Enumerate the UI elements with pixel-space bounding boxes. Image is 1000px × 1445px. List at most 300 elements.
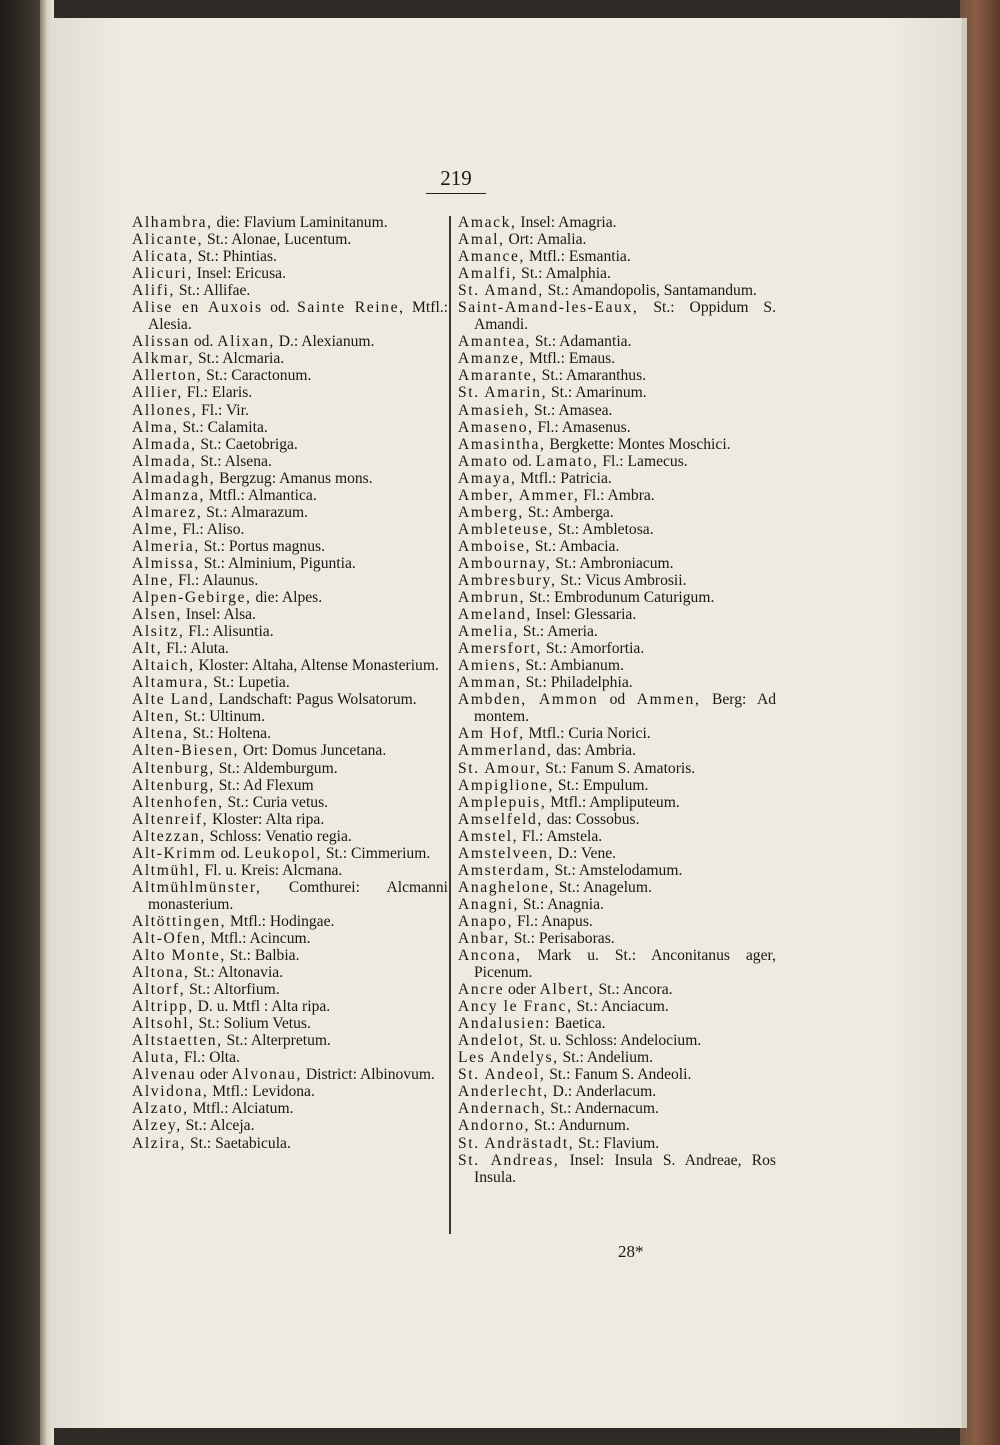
entry-definition: Kloster: Altaha, Altense Monasterium. — [194, 657, 439, 675]
index-entry — [458, 760, 776, 777]
entry-headword: Amasieh, — [458, 401, 531, 419]
entry-headword: Allerton, — [132, 367, 203, 385]
entry-headword: Amelia, — [458, 623, 519, 641]
entry-headword: Alicante, — [132, 231, 204, 249]
book-page — [50, 18, 962, 1428]
entry-definition: St.: Altorfium. — [185, 981, 280, 999]
entry-headword: Almada, — [132, 452, 197, 470]
entry-headword: Alzato, — [132, 1100, 189, 1118]
index-entry — [132, 862, 448, 879]
entry-headword: Ambrun, — [458, 589, 526, 607]
index-entry — [458, 623, 776, 640]
entry-definition: St.: Andurnum. — [530, 1117, 630, 1135]
entry-headword: Andalusien: — [458, 1015, 551, 1033]
entry-headword: Amaseno, — [458, 418, 534, 436]
index-entry — [458, 504, 776, 521]
index-entry — [132, 640, 448, 657]
entry-definition: St.: Allifae. — [174, 282, 251, 300]
index-entry — [132, 657, 448, 674]
entry-headword: Almissa, — [132, 554, 200, 572]
entry-headword: Les Andelys, — [458, 1049, 559, 1067]
entry-headword: Amasintha, — [458, 435, 546, 453]
index-entry — [132, 845, 448, 862]
entry-definition: Mtfl.: Ampliputeum. — [546, 793, 680, 811]
entry-headword: St. Amarin, — [458, 384, 548, 402]
entry-definition: Mtfl.: Patricia. — [516, 469, 612, 487]
index-entry — [458, 896, 776, 913]
entry-definition: St.: Amberga. — [523, 503, 614, 521]
entry-definition: St.: Ambroniacum. — [551, 554, 674, 572]
entry-headword: Alpen-Gebirge, — [132, 589, 252, 607]
entry-definition: Insel: Ericusa. — [192, 265, 286, 283]
entry-definition: District: Albinovum. — [301, 1066, 435, 1084]
entry-definition: Ort: Domus Juncetana. — [238, 742, 387, 760]
entry-headword: Alt-Krimm — [132, 844, 217, 862]
index-entry — [132, 777, 448, 794]
right-column — [458, 214, 776, 1186]
entry-headword: Alzey, — [132, 1117, 182, 1135]
entry-definition: St.: Ambletosa. — [553, 520, 654, 538]
entry-definition: Kloster: Alta ripa. — [208, 810, 325, 828]
entry-definition: Fl.: Olta. — [180, 1049, 240, 1067]
index-entry — [458, 981, 776, 998]
index-entry — [132, 913, 448, 930]
entry-definition: Mtfl.: Hodingae. — [226, 912, 335, 930]
entry-headword: Alifi, — [132, 282, 175, 300]
entry-headword: Ammerland, — [458, 742, 553, 760]
entry-definition: St.: Alcmaria. — [194, 350, 285, 368]
entry-definition: St.: Fanum S. Andeoli. — [545, 1066, 692, 1084]
entry-definition: die: Alpes. — [251, 589, 323, 607]
index-entry — [458, 1049, 776, 1066]
entry-definition: St.: Flavium. — [574, 1134, 660, 1152]
entry-headword: Anderlecht, — [458, 1083, 549, 1101]
index-entry — [458, 640, 776, 657]
index-entry — [132, 981, 448, 998]
entry-headword: Sainte Reine, — [297, 299, 405, 317]
entry-headword: Altenburg, — [132, 776, 215, 794]
entry-headword: Amsterdam, — [458, 861, 551, 879]
entry-headword: Amberg, — [458, 503, 524, 521]
entry-definition: St.: Alterpretum. — [222, 1032, 331, 1050]
index-entry — [458, 691, 776, 725]
index-entry — [132, 623, 448, 640]
entry-headword: Anapo, — [458, 912, 514, 930]
entry-definition: oder — [504, 981, 540, 999]
entry-headword: Almarez, — [132, 503, 203, 521]
index-entry — [458, 419, 776, 436]
entry-headword: Alissan — [132, 333, 190, 351]
entry-definition: St.: Saetabicula. — [186, 1134, 291, 1152]
index-entry — [132, 964, 448, 981]
index-entry — [132, 708, 448, 725]
entry-definition: Baetica. — [550, 1015, 606, 1033]
entry-definition: Mark u. St.: Anconitanus ager, Picenum. — [474, 947, 776, 982]
entry-definition: St.: Embrodunum Caturigum. — [525, 589, 715, 607]
entry-definition: St.: Phintias. — [193, 248, 277, 266]
entry-definition: Ort: Amalia. — [504, 231, 587, 249]
entry-definition: St.: Ad Flexum — [214, 776, 314, 794]
entry-definition: Fl.: Alaunus. — [174, 571, 259, 589]
entry-definition: od. — [216, 844, 244, 862]
index-entry — [132, 214, 448, 231]
entry-headword: Anbar, — [458, 929, 510, 947]
entry-headword: Amance, — [458, 248, 526, 266]
entry-definition: St.: Ambianum. — [521, 657, 624, 675]
entry-definition: od — [598, 691, 637, 709]
entry-headword: Alt, — [132, 640, 163, 658]
index-entry — [458, 333, 776, 350]
entry-headword: Alsitz, — [132, 623, 185, 641]
entry-headword: Alma, — [132, 418, 179, 436]
index-entry — [458, 367, 776, 384]
column-divider — [449, 216, 451, 1234]
entry-definition: St.: Solium Vetus. — [194, 1015, 311, 1033]
index-entry — [458, 794, 776, 811]
index-entry — [458, 657, 776, 674]
entry-headword: Alicuri, — [132, 265, 193, 283]
entry-headword: Alvenau — [132, 1066, 197, 1084]
entry-headword: Alsen, — [132, 606, 182, 624]
entry-headword: Almadagh, — [132, 469, 216, 487]
entry-definition: Schloss: Venatio regia. — [205, 827, 352, 845]
index-entry — [458, 811, 776, 828]
entry-definition: St.: Lupetia. — [209, 674, 290, 692]
index-entry — [132, 1100, 448, 1117]
index-entry — [132, 487, 448, 504]
entry-definition: St.: Anciacum. — [572, 998, 669, 1016]
index-entry — [458, 402, 776, 419]
index-entry — [458, 384, 776, 401]
entry-definition: St.: Caractonum. — [202, 367, 312, 385]
index-entry — [458, 248, 776, 265]
entry-definition: Fl.: Aliso. — [178, 520, 245, 538]
entry-definition: St.: Empulum. — [554, 776, 649, 794]
entry-headword: Almada, — [132, 435, 197, 453]
index-entry — [132, 606, 448, 623]
index-entry — [132, 231, 448, 248]
index-entry — [458, 930, 776, 947]
entry-headword: Saint-Amand-les-Eaux, — [458, 299, 639, 317]
entry-definition: Comthurei: Alcmanni monasterium. — [148, 878, 448, 913]
index-entry — [132, 470, 448, 487]
entry-definition: St.: Amasea. — [530, 401, 613, 419]
entry-headword: Amalfi, — [458, 265, 518, 283]
entry-headword: Ambournay, — [458, 554, 552, 572]
entry-definition: das: Cossobus. — [542, 810, 640, 828]
index-entry — [458, 350, 776, 367]
entry-headword: Amselfeld, — [458, 810, 543, 828]
index-entry — [458, 1083, 776, 1100]
index-entry — [458, 299, 776, 333]
index-entry — [132, 282, 448, 299]
entry-headword: Altenreif, — [132, 810, 209, 828]
entry-headword: Altripp, — [132, 998, 194, 1016]
entry-headword: Ancy le Franc, — [458, 998, 573, 1016]
entry-headword: Alvonau, — [231, 1066, 302, 1084]
entry-definition: D. u. Mtfl : Alta ripa. — [193, 998, 331, 1016]
entry-definition: St.: Calamita. — [178, 418, 268, 436]
entry-definition: St.: Adamantia. — [530, 333, 632, 351]
entry-definition: Fl.: Ambra. — [579, 486, 655, 504]
index-entry — [132, 1066, 448, 1083]
entry-headword: Leukopol, — [243, 844, 322, 862]
entry-definition: D.: Anderlacum. — [548, 1083, 657, 1101]
index-entry — [458, 214, 776, 231]
entry-headword: Amstelveen, — [458, 844, 554, 862]
entry-headword: Andelot, — [458, 1032, 525, 1050]
index-entry — [132, 419, 448, 436]
entry-definition: od. — [508, 452, 536, 470]
index-entry — [132, 828, 448, 845]
index-entry — [458, 555, 776, 572]
entry-definition: St.: Portus magnus. — [199, 537, 325, 555]
entry-definition: St.: Anagnia. — [519, 895, 604, 913]
entry-definition: Fl.: Aluta. — [162, 640, 229, 658]
entry-headword: Alzira, — [132, 1134, 187, 1152]
entry-definition: Insel: Glessaria. — [531, 606, 637, 624]
index-entry — [132, 998, 448, 1015]
entry-definition: St.: Philadelphia. — [521, 674, 633, 692]
entry-definition: St.: Amorfortia. — [542, 640, 645, 658]
entry-definition: St.: Oppidum S. Amandi. — [474, 299, 776, 334]
entry-headword: Ambresbury, — [458, 571, 557, 589]
entry-definition: die: Flavium Laminitanum. — [212, 214, 388, 231]
entry-headword: Am Hof, — [458, 725, 525, 743]
entry-headword: Amarante, — [458, 367, 538, 385]
index-entry — [132, 930, 448, 947]
index-entry — [458, 777, 776, 794]
entry-headword: Alise en Auxois — [132, 299, 263, 317]
entry-headword: Altenhofen, — [132, 793, 224, 811]
entry-headword: Ampiglione, — [458, 776, 554, 794]
index-entry — [132, 299, 448, 333]
entry-headword: Altstaetten, — [132, 1032, 223, 1050]
entry-headword: Altamura, — [132, 674, 210, 692]
entry-definition: St.: Caetobriga. — [196, 435, 298, 453]
entry-headword: Alto Monte, — [132, 947, 226, 965]
index-entry — [132, 674, 448, 691]
entry-headword: Altöttingen, — [132, 912, 227, 930]
index-entry — [132, 760, 448, 777]
entry-headword: Amiens, — [458, 657, 522, 675]
entry-headword: Andorno, — [458, 1117, 531, 1135]
entry-definition: Mtfl.: Almantica. — [204, 486, 317, 504]
entry-definition: St.: Holtena. — [188, 725, 271, 743]
index-entry — [458, 282, 776, 299]
entry-definition: St.: Amandopolis, Santamandum. — [543, 282, 757, 300]
index-entry — [132, 538, 448, 555]
index-entry — [458, 913, 776, 930]
index-entry — [132, 521, 448, 538]
entry-definition: D.: Alexianum. — [274, 333, 375, 351]
entry-definition: Fl.: Amasenus. — [533, 418, 631, 436]
entry-definition: St.: Alonae, Lucentum. — [203, 231, 352, 249]
index-entry — [132, 265, 448, 282]
entry-definition: St.: Alminium, Piguntia. — [199, 554, 356, 572]
entry-definition: Mtfl.: Emaus. — [525, 350, 616, 368]
index-entry — [132, 1049, 448, 1066]
entry-definition: St.: Altonavia. — [189, 964, 284, 982]
entry-headword: St. Amand, — [458, 282, 544, 300]
entry-headword: Andernach, — [458, 1100, 547, 1118]
index-entry — [458, 947, 776, 981]
entry-headword: Allier, — [132, 384, 183, 402]
entry-definition: St.: Vicus Ambrosii. — [556, 571, 687, 589]
entry-headword: Ancre — [458, 981, 505, 999]
entry-headword: Altona, — [132, 964, 190, 982]
entry-headword: St. Andeol, — [458, 1066, 546, 1084]
entry-headword: Amal, — [458, 231, 505, 249]
entry-definition: St. u. Schloss: Andelocium. — [524, 1032, 702, 1050]
entry-definition: Mtfl.: Levidona. — [208, 1083, 315, 1101]
index-entry — [132, 947, 448, 964]
index-entry — [132, 504, 448, 521]
entry-headword: Almanza, — [132, 486, 205, 504]
index-entry — [458, 521, 776, 538]
index-entry — [132, 555, 448, 572]
entry-headword: Alten, — [132, 708, 181, 726]
entry-headword: St. Andreas, — [458, 1151, 560, 1169]
index-entry — [458, 845, 776, 862]
index-entry — [458, 828, 776, 845]
index-entry — [132, 367, 448, 384]
entry-headword: Amantea, — [458, 333, 531, 351]
entry-headword: Amboise, — [458, 537, 532, 555]
entry-definition: Bergzug: Amanus mons. — [215, 469, 373, 487]
entry-headword: Ambleteuse, — [458, 520, 554, 538]
entry-definition: St.: Amarinum. — [547, 384, 647, 402]
index-entry — [132, 572, 448, 589]
index-entry — [132, 1117, 448, 1134]
entry-headword: Alne, — [132, 571, 175, 589]
index-entry — [132, 1135, 448, 1152]
entry-headword: Ancona, — [458, 947, 522, 965]
entry-headword: St. Andrästadt, — [458, 1134, 575, 1152]
entry-headword: Alme, — [132, 520, 179, 538]
index-entry — [458, 1135, 776, 1152]
entry-definition: St.: Curia vetus. — [223, 793, 329, 811]
index-entry — [132, 333, 448, 350]
index-entry — [458, 862, 776, 879]
index-entry — [132, 1032, 448, 1049]
entry-headword: Alhambra, — [132, 214, 213, 231]
entry-headword: Alt-Ofen, — [132, 929, 207, 947]
entry-definition: Fl.: Alisuntia. — [184, 623, 274, 641]
entry-definition: Mtfl.: Acincum. — [206, 929, 311, 947]
entry-definition: Fl. u. Kreis: Alcmana. — [200, 861, 343, 879]
index-entry — [458, 538, 776, 555]
entry-headword: Amersfort, — [458, 640, 542, 658]
entry-definition: Fl.: Amstela. — [518, 827, 603, 845]
entry-definition: Fl.: Vir. — [197, 401, 249, 419]
entry-definition: Insel: Amagria. — [516, 214, 617, 231]
entry-definition: Insel: Insula S. Andreae, Ros Insula. — [474, 1151, 776, 1186]
index-entry — [458, 572, 776, 589]
entry-definition: St.: Anagelum. — [554, 878, 652, 896]
entry-headword: Alten-Biesen, — [132, 742, 239, 760]
entry-headword: Altorf, — [132, 981, 186, 999]
index-entry — [458, 879, 776, 896]
index-entry — [458, 674, 776, 691]
entry-definition: St.: Aldemburgum. — [214, 759, 338, 777]
index-entry — [458, 1015, 776, 1032]
index-entry — [132, 794, 448, 811]
entry-definition: od. — [189, 333, 218, 351]
index-entry — [132, 436, 448, 453]
entry-definition: Mtfl.: Curia Norici. — [524, 725, 651, 743]
entry-headword: Alkmar, — [132, 350, 195, 368]
index-entry — [458, 1117, 776, 1134]
entry-definition: oder — [196, 1066, 232, 1084]
page-number-text: 219 — [426, 166, 486, 194]
entry-headword: Lamato, — [535, 452, 599, 470]
entry-headword: Altena, — [132, 725, 189, 743]
entry-definition: St.: Ambacia. — [531, 537, 620, 555]
entry-definition: Fl.: Anapus. — [513, 912, 593, 930]
index-entry — [458, 725, 776, 742]
index-entry — [458, 487, 776, 504]
index-entry — [132, 691, 448, 708]
entry-definition: St.: Alceja. — [181, 1117, 255, 1135]
entry-headword: Allones, — [132, 401, 198, 419]
entry-headword: Albert, — [539, 981, 595, 999]
entry-definition: St.: Balbia. — [225, 947, 300, 965]
entry-headword: Altmühlmünster, — [132, 878, 262, 896]
entry-definition: Landschaft: Pagus Wolsatorum. — [214, 691, 417, 709]
entry-definition: das: Ambria. — [552, 742, 636, 760]
index-entry — [458, 265, 776, 282]
entry-headword: Amack, — [458, 214, 517, 231]
entry-definition: St.: Andernacum. — [546, 1100, 659, 1118]
entry-headword: Ammen, — [636, 691, 701, 709]
entry-headword: Altsohl, — [132, 1015, 195, 1033]
index-entry — [458, 470, 776, 487]
entry-definition: Fl.: Elaris. — [182, 384, 253, 402]
entry-definition: od. — [262, 299, 298, 317]
entry-headword: Amber, Ammer, — [458, 486, 580, 504]
entry-definition: St.: Ancora. — [594, 981, 673, 999]
entry-definition: St.: Amalphia. — [517, 265, 611, 283]
index-entry — [458, 589, 776, 606]
entry-headword: Amplepuis, — [458, 793, 547, 811]
entry-headword: Altmühl, — [132, 861, 201, 879]
index-entry — [132, 248, 448, 265]
index-entry — [132, 402, 448, 419]
index-entry — [458, 998, 776, 1015]
index-entry — [132, 879, 448, 913]
index-entry — [458, 436, 776, 453]
entry-definition: Mtfl.: Alciatum. — [188, 1100, 294, 1118]
entry-definition: St.: Andelium. — [558, 1049, 654, 1067]
entry-definition: Mtfl.: Alesia. — [148, 299, 449, 334]
entry-headword: Amstel, — [458, 827, 519, 845]
entry-headword: Ameland, — [458, 606, 532, 624]
entry-definition: St.: Almarazum. — [202, 503, 309, 521]
index-entry — [132, 1015, 448, 1032]
entry-definition: Berg: Ad montem. — [474, 691, 777, 726]
entry-headword: Anagni, — [458, 895, 520, 913]
entry-definition: St.: Amaranthus. — [537, 367, 647, 385]
signature-mark: 28* — [618, 1242, 644, 1261]
entry-definition: Insel: Alsa. — [181, 606, 256, 624]
left-column — [132, 214, 448, 1152]
entry-definition: D.: Vene. — [553, 844, 617, 862]
entry-headword: Alvidona, — [132, 1083, 209, 1101]
entry-definition: St.: Perisaboras. — [509, 929, 615, 947]
entry-headword: Altenburg, — [132, 759, 215, 777]
entry-headword: Altezzan, — [132, 827, 206, 845]
